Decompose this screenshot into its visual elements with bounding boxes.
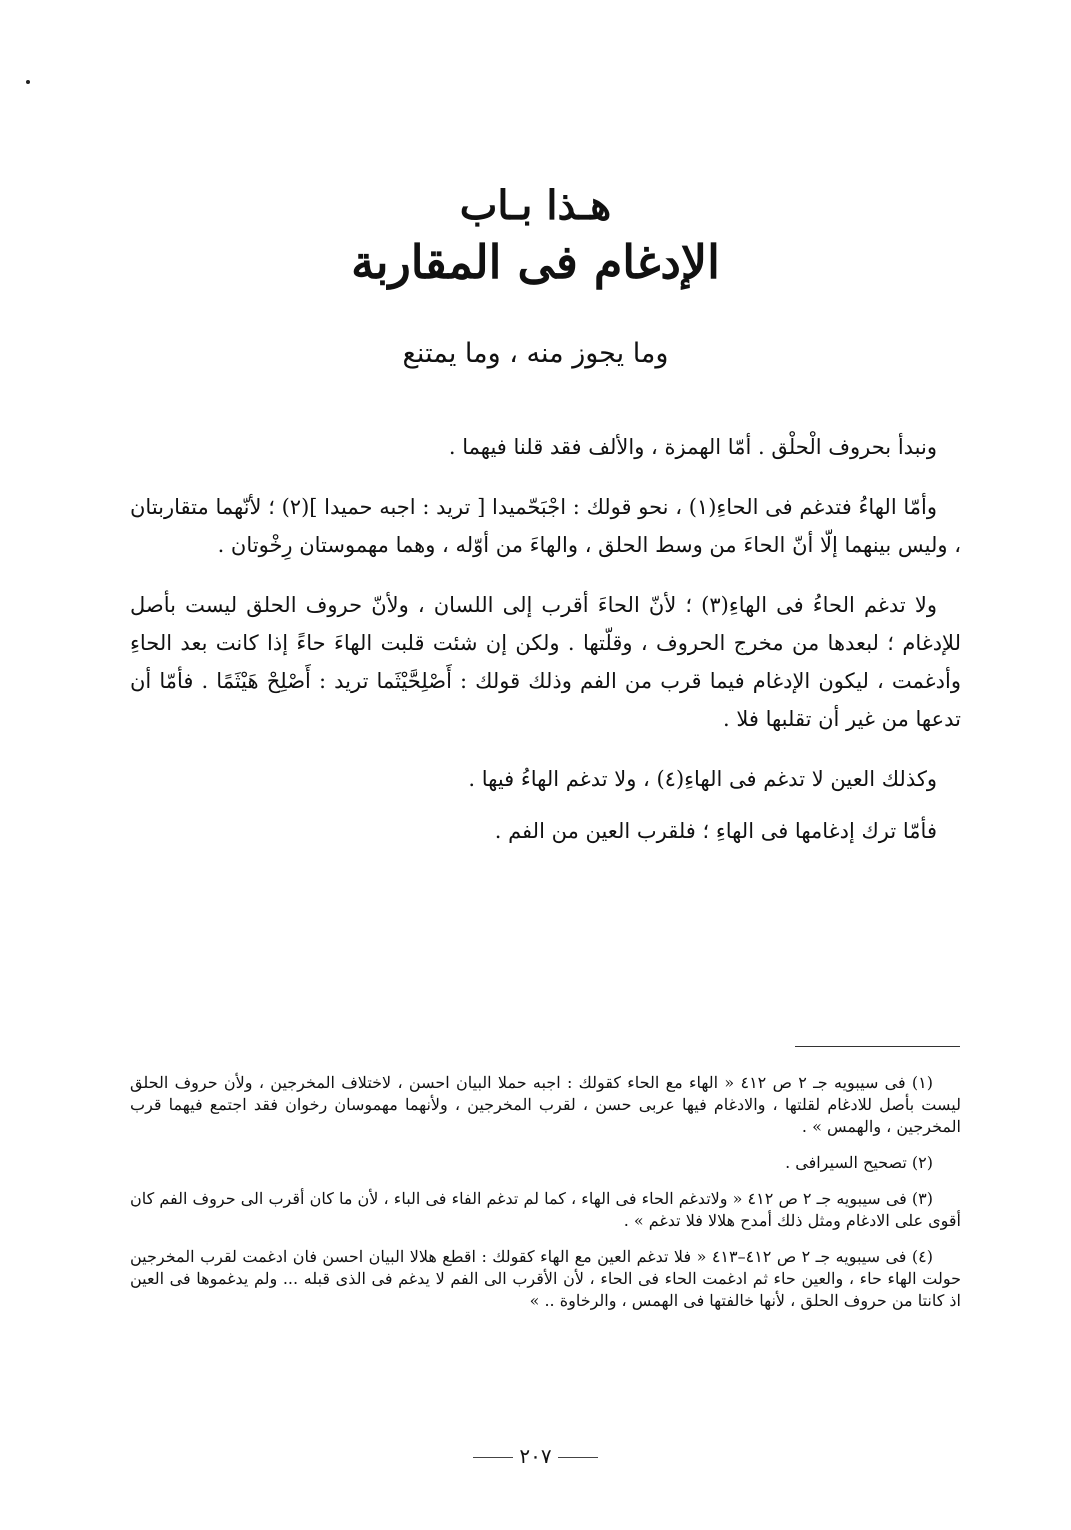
page-number: ٢٠٧ <box>519 1444 552 1468</box>
speck-mark <box>26 80 30 84</box>
paragraph: وكذلك العين لا تدغم فى الهاءِ(٤) ، ولا تدغم الهاءُ فيها . <box>468 767 937 791</box>
body-text <box>130 428 961 872</box>
footnote-separator <box>795 1046 960 1047</box>
heading-line-1: هـذا بـاب <box>459 182 612 229</box>
footnote: (١) فى سيبويه جـ ٢ ص ٤١٢ « الهاء مع الحاء كقولك : اجبه حملا البيان احسن ، لاختلاف المخرجين ، ولأن حروف الحلق ليست بأصل للادغام لقلتها ، والادغام فيها عربى حسن ، لقرب المخرجين ، ولأنهما مهموسان رخوان فقد اجتمع فيهما قرب المخرجين ، والهمس » . <box>130 1073 961 1136</box>
footnote: (٤) فى سيبويه جـ ٢ ص ٤١٢–٤١٣ « فلا تدغم العين مع الهاء كقولك : اقطع هلالا البيان احسن فان ادغمت لقرب المخرجين حولت الهاء حاء ، والعين حاء ثم ادغمت الحاء فى الحاء ، لأن الأقرب الى الفم لا يدغم فى الذى قبله ... ولم يدغموها فى العين اذ كانتا من حروف الحلق ، لأنها خالفتها فى الهمس ، والرخاوة .. » <box>130 1247 961 1310</box>
paragraph: ونبدأ بحروف الْحلْق . أمّا الهمزة ، والألف فقد قلنا فيهما . <box>448 435 937 459</box>
footnotes <box>130 1072 961 1326</box>
footnote: (٣) فى سيبويه جـ ٢ ص ٤١٢ « ولاتدغم الحاء فى الهاء ، كما لم تدغم الفاء فى الباء ، لأن ما كان أقرب الى حروف الفم كان أقوى على الادغام ومثل ذلك أمدح هلالا فلا تدغم » . <box>130 1189 961 1230</box>
page-number-dash <box>473 1457 513 1458</box>
page-number-block <box>0 1444 1071 1468</box>
chapter-heading <box>0 180 1071 292</box>
paragraph: ولا تدغم الحاءُ فى الهاءِ(٣) ؛ لأنّ الحاءَ أقرب إلى اللسان ، ولأنّ حروف الحلق ليست بأصل للإدغام ؛ لبعدها من مخرج الحروف ، وقلّتها . ولكن إن شئت قلبت الهاءَ حاءً إذا كانت بعد الحاءِ وأدغمت ، ليكون الإدغام فيما قرب من الفم وذلك قولك : أَصْلِحَّيْثَما تريد : أَصْلِحْ هَيْثَمًا . فأمّا أن تدعها من غير أن تقلبها فلا . <box>130 593 961 731</box>
heading-line-2: الإدغام فى المقاربة <box>351 235 720 289</box>
chapter-subtitle: وما يجوز منه ، وما يمتنع <box>402 338 669 369</box>
paragraph: فأمّا ترك إدغامها فى الهاءِ ؛ فلقرب العين من الفم . <box>494 819 937 843</box>
footnote: (٢) تصحيح السيرافى . <box>785 1153 933 1172</box>
paragraph: وأمّا الهاءُ فتدغم فى الحاءِ(١) ، نحو قولك : اجْبَحّميدا [ تريد : اجبه حميدا ](٢) ؛ لأنّهما متقاربتان ، وليس بينهما إلّا أنّ الحاءَ من وسط الحلق ، والهاءَ من أوّله ، وهما مهموستان رِخْوتان . <box>130 495 961 557</box>
page-number-dash <box>558 1457 598 1458</box>
